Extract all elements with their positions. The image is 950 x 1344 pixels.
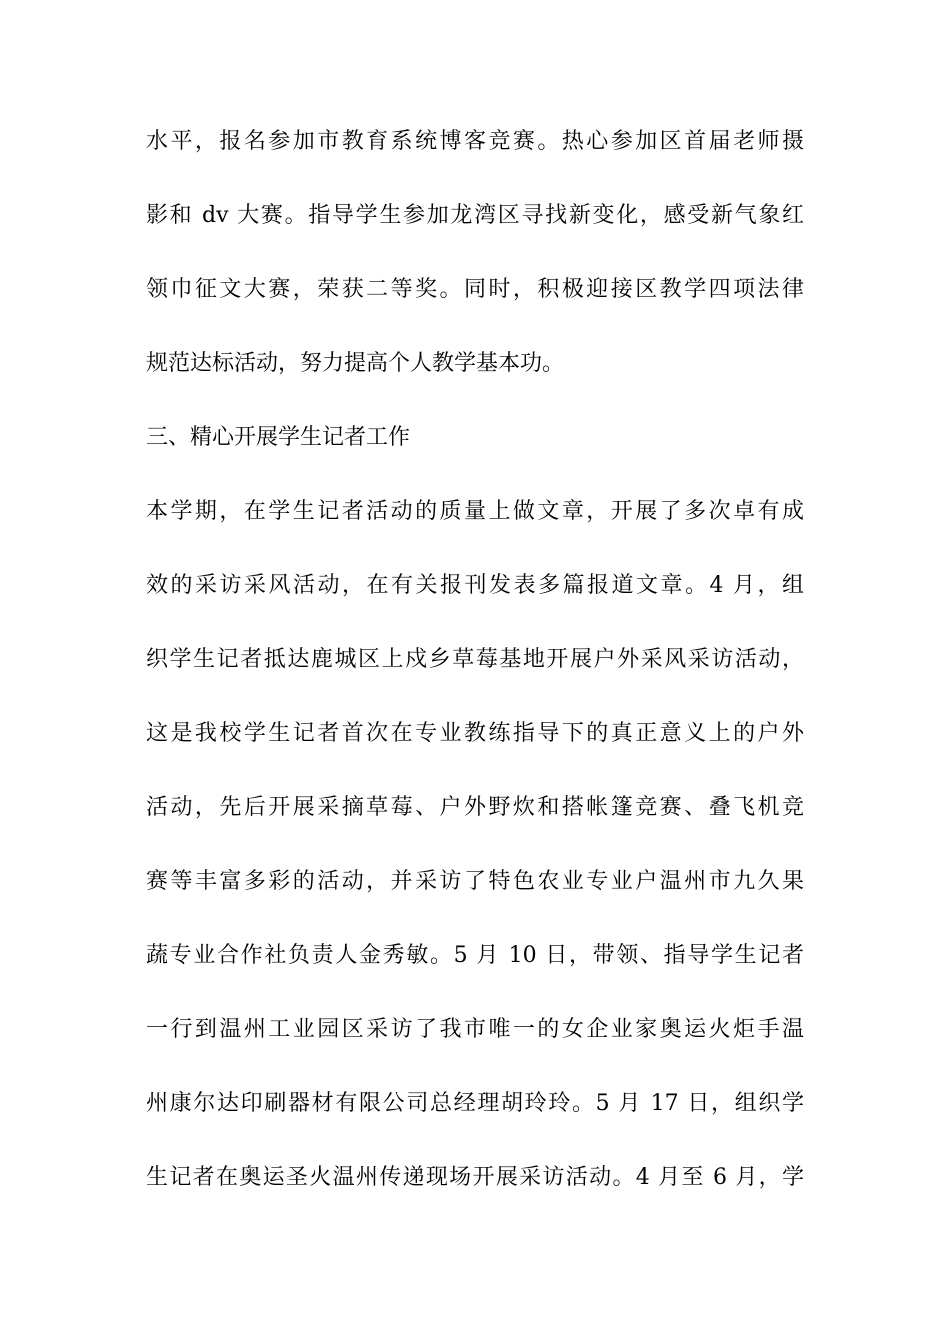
paragraph-line: 活动，先后开展采摘草莓、户外野炊和搭帐篷竞赛、叠飞机竞 [146,795,804,820]
document-body [146,130,804,1240]
paragraph-line: 规范达标活动，努力提高个人教学基本功。 [146,351,565,376]
paragraph-line: 领巾征文大赛，荣获二等奖。同时，积极迎接区教学四项法律 [146,277,804,302]
paragraph-line: 织学生记者抵达鹿城区上戍乡草莓基地开展户外采风采访活动， [146,647,804,672]
section-heading: 三、精心开展学生记者工作 [146,425,411,450]
paragraph-line: 效的采访采风活动，在有关报刊发表多篇报道文章。4 月，组 [146,573,804,598]
paragraph-line: 这是我校学生记者首次在专业教练指导下的真正意义上的户外 [146,721,804,746]
paragraph-line: 州康尔达印刷器材有限公司总经理胡玲玲。5 月 17 日，组织学 [146,1091,804,1116]
paragraph-line: 本学期，在学生记者活动的质量上做文章，开展了多次卓有成 [146,499,804,524]
paragraph-line: 水平，报名参加市教育系统博客竞赛。热心参加区首届老师摄 [146,129,804,154]
paragraph-line: 生记者在奥运圣火温州传递现场开展采访活动。4 月至 6 月，学 [146,1165,804,1190]
paragraph-line: 赛等丰富多彩的活动，并采访了特色农业专业户温州市九久果 [146,869,804,894]
paragraph-line: 蔬专业合作社负责人金秀敏。5 月 10 日，带领、指导学生记者 [146,943,804,968]
paragraph-line: 影和 dv 大赛。指导学生参加龙湾区寻找新变化，感受新气象红 [146,203,804,228]
paragraph-line: 一行到温州工业园区采访了我市唯一的女企业家奥运火炬手温 [146,1017,804,1042]
